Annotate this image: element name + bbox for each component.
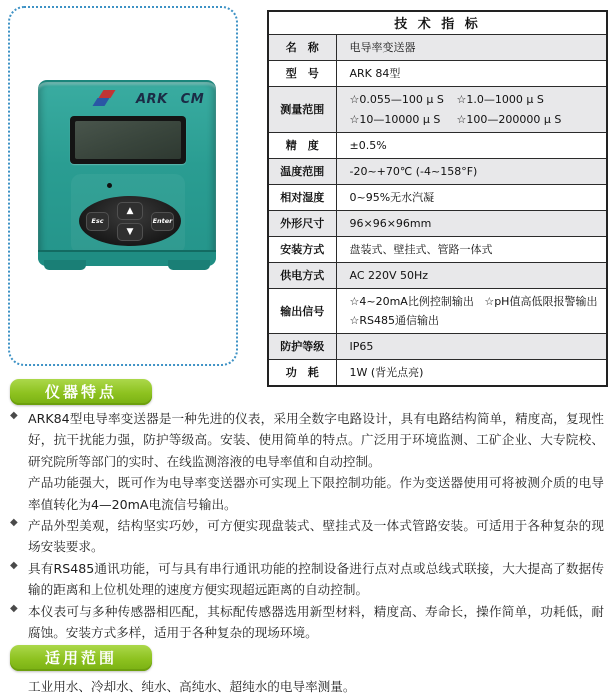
device-model-label: ARK CM bbox=[136, 92, 205, 107]
spec-row-temp bbox=[268, 158, 607, 184]
spec-value: 盘装式、壁挂式、管路一体式 bbox=[336, 236, 607, 262]
spec-value: 0~95%无水汽凝 bbox=[336, 184, 607, 210]
spec-label: 测量范围 bbox=[268, 86, 336, 132]
output-item: ☆RS485通信输出 bbox=[349, 313, 439, 327]
spec-label: 名 称 bbox=[268, 34, 336, 60]
spec-label: 功 耗 bbox=[268, 359, 336, 386]
spec-label: 相对湿度 bbox=[268, 184, 336, 210]
spec-label: 型 号 bbox=[268, 60, 336, 86]
keypad-panel bbox=[71, 174, 185, 254]
output-item: ☆pH值高低限报警输出 bbox=[484, 294, 598, 308]
brand-logo-icon bbox=[94, 90, 116, 108]
spec-table bbox=[267, 10, 608, 387]
indicator-dot bbox=[107, 183, 112, 188]
spec-value bbox=[336, 86, 607, 132]
spec-row-dimensions bbox=[268, 210, 607, 236]
features-section-badge: 仪器特点 bbox=[10, 379, 152, 405]
spec-row-range bbox=[268, 86, 607, 132]
lcd-screen bbox=[75, 121, 181, 159]
feature-text: 本仪表可与多种传感器相匹配，其标配传感器选用新型材料，精度高、寿命长，操作简单，功耗低，耐腐蚀。安装方式多样，适用于各种复杂的现场环境。 bbox=[28, 603, 604, 641]
spec-value: AC 220V 50Hz bbox=[336, 262, 607, 288]
enter-button: Enter bbox=[151, 212, 174, 231]
diamond-bullet-icon: ◆ bbox=[10, 602, 18, 614]
spec-label: 温度范围 bbox=[268, 158, 336, 184]
spec-value: ARK 84型 bbox=[336, 60, 607, 86]
spec-row-power-supply bbox=[268, 262, 607, 288]
spec-label: 防护等级 bbox=[268, 333, 336, 359]
range-item: ☆0.055—100 μ S bbox=[349, 92, 444, 106]
spec-value: -20~+70℃ (-4~158°F) bbox=[336, 158, 607, 184]
up-arrow-button: ▲ bbox=[117, 202, 143, 220]
spec-value: IP65 bbox=[336, 333, 607, 359]
spec-row-consumption bbox=[268, 359, 607, 386]
feature-item bbox=[10, 601, 604, 644]
button-cluster bbox=[79, 196, 181, 246]
spec-label: 外形尺寸 bbox=[268, 210, 336, 236]
feature-text: 产品外型美观，结构坚实巧妙，可方便实现盘装式、壁挂式及一体式管路安装。可适用于各种复杂的现场安装要求。 bbox=[28, 518, 604, 555]
features-list bbox=[10, 408, 604, 643]
scope-text: 工业用水、冷却水、纯水、高纯水、超纯水的电导率测量。 bbox=[28, 679, 356, 694]
range-item: ☆1.0—1000 μ S bbox=[456, 92, 544, 106]
lcd-display bbox=[70, 116, 186, 164]
spec-row-model bbox=[268, 60, 607, 86]
spec-label: 安装方式 bbox=[268, 236, 336, 262]
spec-row-protection bbox=[268, 333, 607, 359]
spec-row-mounting bbox=[268, 236, 607, 262]
spec-table-header bbox=[268, 11, 607, 34]
spec-value: 96×96×96mm bbox=[336, 210, 607, 236]
spec-row-accuracy bbox=[268, 132, 607, 158]
feature-item bbox=[10, 408, 604, 515]
device-foot-right bbox=[168, 260, 210, 270]
spec-value: 电导率变送器 bbox=[336, 34, 607, 60]
spec-label: 精 度 bbox=[268, 132, 336, 158]
range-item: ☆100—200000 μ S bbox=[456, 112, 562, 126]
down-arrow-button: ▼ bbox=[117, 223, 143, 241]
spec-value bbox=[336, 288, 607, 333]
spec-row-name bbox=[268, 34, 607, 60]
spec-row-output bbox=[268, 288, 607, 333]
diamond-bullet-icon: ◆ bbox=[10, 410, 18, 421]
spec-value: ±0.5% bbox=[336, 132, 607, 158]
esc-button: Esc bbox=[86, 212, 109, 231]
arrow-buttons bbox=[117, 202, 143, 241]
feature-item bbox=[10, 515, 604, 558]
product-photo-frame bbox=[8, 6, 238, 366]
spec-row-humidity bbox=[268, 184, 607, 210]
spec-table-title: 技 术 指 标 bbox=[268, 11, 607, 34]
feature-text: 具有RS485通讯功能，可与具有串行通讯功能的控制设备进行点对点或总线式联接，大大提高了数据传输的距离和上位机处理的速度方便实现超远距离的自动控制。 bbox=[28, 560, 604, 598]
spec-label: 输出信号 bbox=[268, 288, 336, 333]
range-item: ☆10—10000 μ S bbox=[349, 112, 441, 126]
product-photo bbox=[38, 80, 216, 266]
spec-label: 供电方式 bbox=[268, 262, 336, 288]
diamond-bullet-icon: ◆ bbox=[10, 517, 18, 529]
output-item: ☆4~20mA比例控制输出 bbox=[349, 294, 474, 308]
feature-text: ARK84型电导率变送器是一种先进的仪表，采用全数字电路设计，具有电路结构简单，精度高，复现性好，抗干扰能力强，防护等级高。安装、使用简单的特点。广泛用于环境监测、工矿企业、大专院校、研究院所等部门的实时、在线监测溶液的电导率值和自动控制。 bbox=[28, 411, 604, 469]
scope-section-badge: 适用范围 bbox=[10, 645, 152, 671]
spec-value: 1W (背光点亮) bbox=[336, 359, 607, 386]
feature-item bbox=[10, 558, 604, 601]
diamond-bullet-icon: ◆ bbox=[10, 559, 18, 571]
device-foot-left bbox=[44, 260, 86, 270]
feature-text: 产品功能强大，既可作为电导率变送器亦可实现上下限控制功能。作为变送器使用可将被测介质的电导率值转化为4—20mA电流信号输出。 bbox=[28, 475, 604, 512]
